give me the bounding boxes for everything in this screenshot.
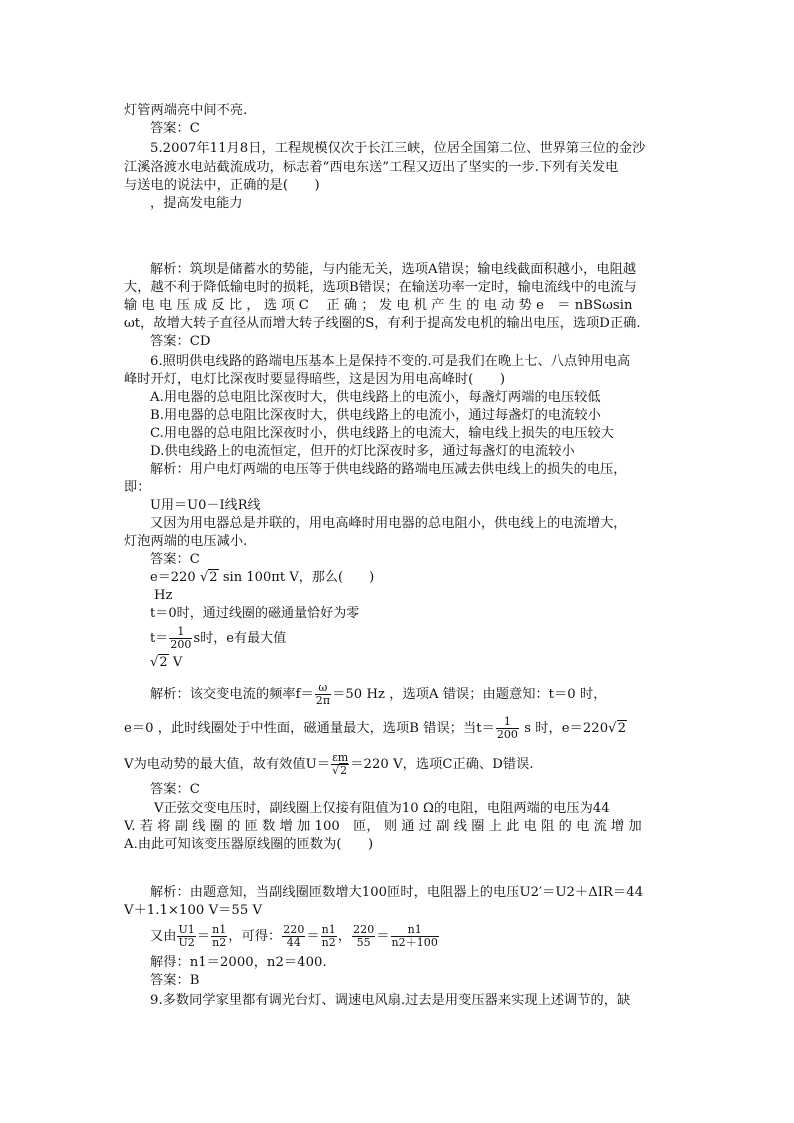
text-line: V＋1.1×100 V＝55 V	[124, 903, 263, 918]
formula-text: sin 100πt V，那么( )	[222, 570, 375, 585]
text-line: 解得：n1＝2000，n2＝400.	[150, 955, 327, 970]
fraction-denominator	[331, 765, 349, 777]
fraction	[391, 924, 439, 949]
answer-line: 答案：CD	[150, 334, 211, 349]
text-line: 大，越不利于降低输电时的损耗，选项B错误；在输送功率一定时，输电流线中的电流与	[124, 280, 637, 295]
analysis-line	[124, 716, 627, 741]
option-c: C.用电器的总电阻比深夜时小，供电线路上的电流大，输电线上损失的电压较大	[150, 426, 614, 441]
option-fragment: t＝0时，通过线圈的磁通量恰好为零	[150, 606, 360, 621]
formula-text: V	[172, 655, 183, 670]
analysis-line: 解析：用户电灯两端的电压等于供电线路的路端电压减去供电线上的损失的电压，	[150, 462, 627, 477]
text-line: 输 电 电 压 成 反 比 ， 选 项 C 正 确 ； 发 电 机 产 生 的 电 动 势 e ＝ nBSωsin	[124, 298, 633, 313]
formula-text: t＝	[150, 631, 169, 646]
fraction-numerator: 1	[496, 716, 519, 729]
text-line: V. 若 将 副 线 圈 的 匝 数 增 加 100 匝， 则 通 过 副 线 圈 上 此 电 阻 的 电 流 增 加	[124, 819, 642, 834]
question-6-line: 6.照明供电线路的路端电压基本上是保持不变的.可是我们在晚上七、八点钟用电高	[150, 354, 631, 369]
analysis-line: 解析：由题意知，当副线圈匝数增大100匝时，电阻器上的电压U2′＝U2＋ΔIR＝44	[150, 885, 644, 900]
text-line: A.由此可知该变压器原线圈的匝数为( )	[124, 837, 374, 852]
text-line: 江溪洛渡水电站截流成功，标志着“西电东送”工程又迈出了坚实的一步.下列有关发电	[124, 160, 619, 175]
fraction-denominator: n2＋100	[391, 936, 438, 949]
fraction-denominator: 200	[170, 638, 192, 651]
fraction-numerator: 220	[283, 923, 305, 936]
fraction-denominator: 44	[286, 936, 301, 949]
fraction-numerator: ω	[315, 682, 331, 695]
formula-text: V为电动势的最大值，故有效值U＝	[124, 757, 331, 772]
fraction-numerator: εm	[332, 751, 349, 764]
answer-line: 答案：B	[150, 973, 200, 988]
option-a: A.用电器的总电阻比深夜时大，供电线路上的电流小，每盏灯两端的电压较低	[150, 390, 601, 405]
sqrt-radicand: 2	[159, 655, 168, 670]
text-line: 峰时开灯，电灯比深夜时要显得暗些，这是因为用电高峰时( )	[124, 372, 506, 387]
formula-text: s 时，e＝220	[519, 721, 609, 736]
text-line: 灯泡两端的电压减小.	[124, 534, 248, 549]
fraction	[169, 626, 192, 651]
fraction	[315, 682, 331, 707]
fraction	[211, 924, 227, 949]
formula-text: ＝220 V，选项C正确、D错误.	[350, 757, 534, 772]
option-fragment: Hz	[154, 588, 173, 603]
fraction	[352, 924, 375, 949]
fraction-numerator: n1	[391, 924, 439, 937]
analysis-line	[150, 682, 606, 707]
sqrt-symbol: √2	[332, 764, 348, 777]
question-9-line: 9.多数同学家里都有调光台灯、调速电风扇.过去是用变压器来实现上述调节的，缺	[150, 993, 631, 1008]
fraction	[331, 752, 349, 777]
fraction-numerator: n1	[212, 923, 227, 936]
answer-line: 答案：C	[150, 552, 200, 567]
fraction-numerator: n1	[321, 923, 336, 936]
fraction-denominator: 200	[496, 728, 518, 741]
formula-text: ＝50 Hz ，选项A 错误；由题意知：t＝0 时，	[332, 687, 607, 702]
sqrt-symbol: √2	[608, 721, 627, 736]
sqrt-symbol: √2	[199, 570, 218, 585]
formula-text: ，	[337, 929, 352, 944]
analysis-line	[124, 752, 534, 777]
fraction-denominator: n2	[212, 936, 227, 949]
fraction	[496, 716, 519, 741]
option-b: B.用电器的总电阻比深夜时大，供电线路上的电流小，通过每盏灯的电流较小	[150, 408, 601, 423]
fraction-denominator: n2	[321, 936, 336, 949]
text-line: ωt，故增大转子直径从而增大转子线圈的S，有利于提高发电机的输出电压，选项D正确.	[124, 316, 641, 331]
sqrt-radicand: 2	[209, 570, 218, 585]
formula-line: 又由 $\frac{U1}{U2}$ ＝ $\frac{n1}{n2}$ ，可得： $\frac{220}{44}$ ＝ $\frac{n1}{n2}$ ， $\frac{220}{55}$ ＝ $\frac{n1}{n2+100}$	[150, 923, 438, 949]
formula-text: s时，e有最大值	[193, 631, 287, 646]
text-line: 即：	[124, 480, 151, 495]
fraction-numerator: 220	[353, 923, 375, 936]
answer-line: 答案：C	[150, 121, 200, 136]
fraction	[321, 924, 337, 949]
fraction-numerator: 1	[169, 626, 192, 639]
text-line: 与送电的说法中，正确的是( )	[124, 178, 320, 193]
option-fragment: ，提高发电能力	[150, 196, 243, 211]
fraction-numerator: U1	[178, 923, 195, 936]
fraction-denominator: U2	[178, 936, 195, 949]
sqrt-symbol: √2	[150, 655, 168, 670]
formula-text: e＝220	[150, 570, 196, 585]
sqrt-radicand: 2	[617, 721, 627, 736]
formula-text: ，可得：	[228, 929, 282, 944]
fraction-denominator: 55	[356, 936, 371, 949]
sqrt-radicand: 2	[340, 764, 348, 777]
option-d: D.供电线路上的电流恒定，但开的灯比深夜时多，通过每盏灯的电流较小	[150, 444, 575, 459]
formula-text: 又由	[150, 929, 177, 944]
analysis-line: 解析：筑坝是储蓄水的势能，与内能无关，选项A错误；输电线截面积越小，电阻越	[150, 262, 637, 277]
fraction	[282, 924, 305, 949]
fraction-denominator: 2π	[315, 694, 331, 707]
question-5-line: 5.2007年11月8日，工程规模仅次于长江三峡，位居全国第二位、世界第三位的金沙	[150, 141, 646, 156]
formula-line	[150, 569, 374, 587]
formula-line: U用＝U0－I线R线	[150, 498, 261, 513]
fraction	[177, 924, 195, 949]
question-8-line: V正弦交变电压时，副线圈上仅接有阻值为10 Ω的电阻，电阻两端的电压为44	[154, 801, 610, 816]
option-fragment	[150, 626, 286, 651]
option-fragment	[150, 654, 182, 672]
text-line: 灯管两端亮中间不亮.	[124, 103, 248, 118]
formula-text: e＝0 ，此时线圈处于中性面，磁通量最大，选项B 错误；当t＝	[124, 721, 495, 736]
text-line: 又因为用电器总是并联的，用电高峰时用电器的总电阻小，供电线上的电流增大，	[150, 516, 627, 531]
answer-line: 答案：C	[150, 782, 200, 797]
formula-text: 解析：该交变电流的频率f＝	[150, 687, 314, 702]
